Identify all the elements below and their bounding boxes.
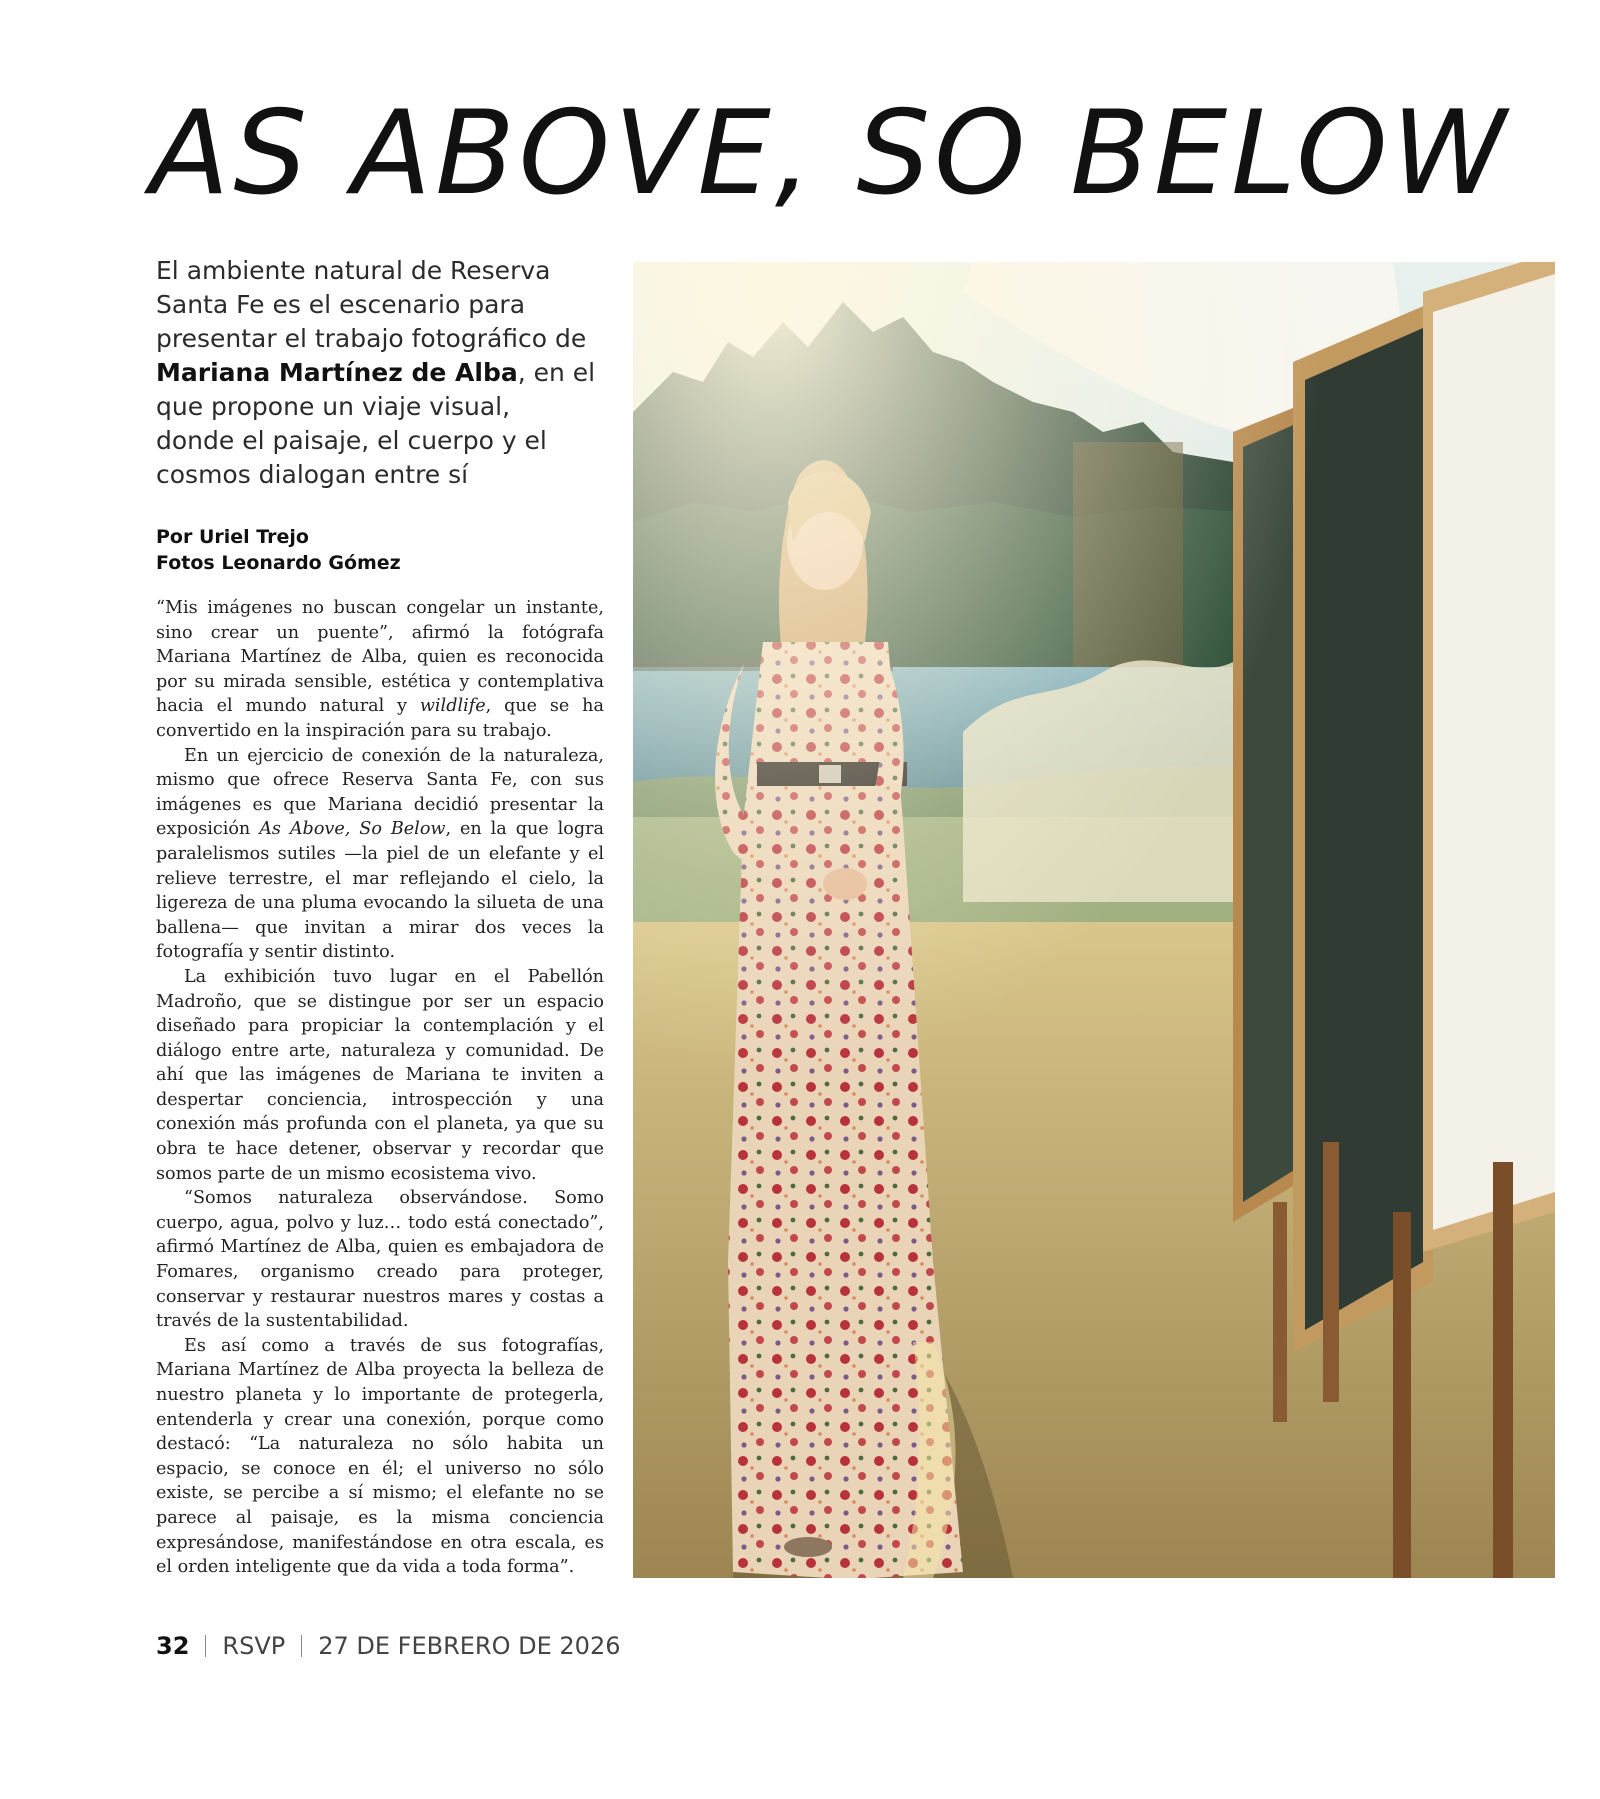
body-paragraph-3: La exhibición tuvo lugar en el Pabellón Madroño, que se distingue por ser un espacio diseñado para propiciar la contemplación y el diálogo entre arte, naturaleza y comunidad. De ahí que las imágenes de Mariana te inviten a despertar conciencia, introspección y una conexión más profunda con el planeta, ya que su obra te hace detener, observar y recordar que somos parte de un mismo ecosistema vivo. — [156, 966, 604, 1184]
body-paragraph-2 — [156, 744, 604, 965]
lede-text-after: , en el que propone un viaje visual, donde el paisaje, el cuerpo y el cosmos dialogan entre sí — [156, 358, 596, 489]
byline-photographer: Fotos Leonardo Gómez — [156, 552, 401, 574]
lede-text-before: El ambiente natural de Reserva Santa Fe es el escenario para presentar el trabajo fotográfico de — [156, 256, 587, 353]
body-p2-text-b: , en la que logra paralelismos sutiles —la piel de un elefante y el relieve terrestre, el mar reflejando el cielo, la ligereza de una pluma evocando la silueta de una ballena— que invitan a mirar dos veces la fotografía y sentir distinto. — [156, 819, 605, 963]
article-photo — [633, 262, 1555, 1578]
article-lede — [156, 254, 596, 492]
byline — [156, 524, 596, 576]
body-paragraph-5: Es así como a través de sus fotografías, Mariana Martínez de Alba proyecta la belleza de nuestro planeta y lo importante de protegerla, entenderla y crear una conexión, porque como destacó: “La naturaleza no sólo habita un espacio, se conoce en él; el universo no sólo existe, se percibe a sí mismo; el elefante no se parece al paisaje, es la misma conciencia expresándose, manifestándose en otra escala, es el orden inteligente que da vida a toda forma”. — [156, 1335, 604, 1578]
body-p1-emphasis: wildlife — [419, 696, 486, 717]
body-p2-text-a: En un ejercicio de conexión de la naturaleza, mismo que ofrece Reserva Santa Fe, con sus imágenes es que Mariana decidió presentar la exposición — [156, 745, 604, 840]
photo-sunlight — [633, 262, 1555, 1578]
body-p1-text-a: “Mis imágenes no buscan congelar un instante, sino crear un puente”, afirmó la fotógrafa Mariana Martínez de Alba, quien es reconocida por su mirada sensible, estética y contemplativa hacia el mundo natural y — [156, 598, 604, 717]
byline-author: Por Uriel Trejo — [156, 526, 309, 548]
issue-date: 27 DE FEBRERO DE 2026 — [318, 1632, 621, 1660]
magazine-name: RSVP — [222, 1632, 286, 1660]
footer-divider — [301, 1635, 302, 1657]
body-paragraph-1 — [156, 596, 604, 744]
body-paragraph-4: “Somos naturaleza observándose. Somo cuerpo, agua, polvo y luz… todo está conectado”, afirmó Martínez de Alba, quien es embajadora de Fomares, organismo creado para proteger, conservar y restaurar nuestros mares y costas a través de la sustentabilidad. — [156, 1188, 604, 1332]
article-body — [156, 596, 604, 1580]
photo-illustration — [633, 262, 1555, 1578]
article-headline: AS ABOVE, SO BELOW — [150, 86, 1511, 221]
page-number: 32 — [156, 1632, 190, 1660]
lede-photographer-name: Mariana Martínez de Alba — [156, 358, 518, 387]
body-p1-text-b: , que se ha convertido en la inspiración para su trabajo. — [156, 696, 604, 741]
body-p2-emphasis: As Above, So Below — [259, 819, 446, 840]
page-footer — [156, 1631, 620, 1661]
footer-divider — [205, 1635, 206, 1657]
